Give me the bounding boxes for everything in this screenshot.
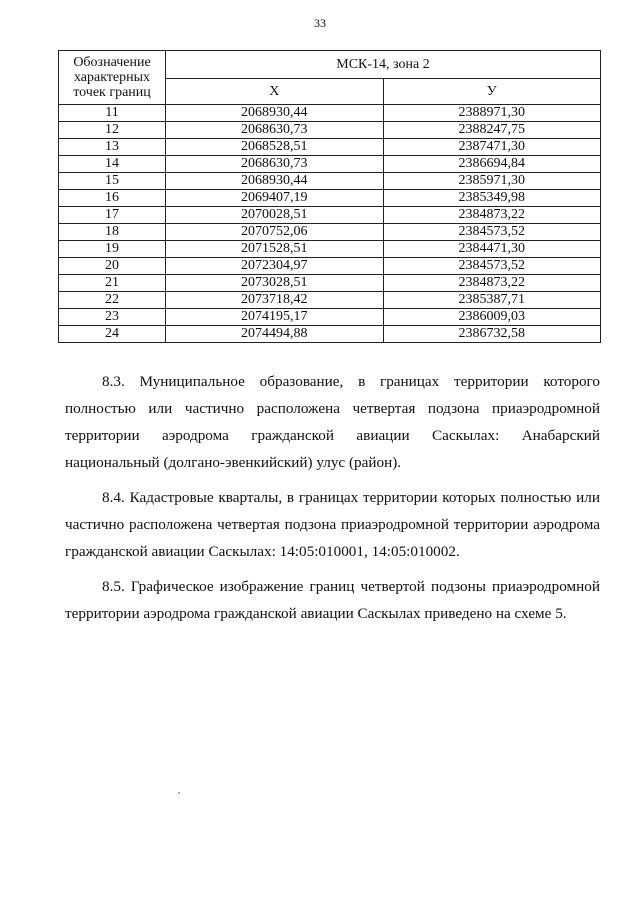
point-cell: 17 [59, 207, 166, 224]
point-cell: 16 [59, 190, 166, 207]
y-cell: 2385349,98 [383, 190, 601, 207]
table-row [59, 122, 601, 139]
table-row [59, 292, 601, 309]
table-row [59, 241, 601, 258]
table-row [59, 258, 601, 275]
point-cell: 18 [59, 224, 166, 241]
coordinate-system-header: МСК-14, зона 2 [166, 51, 601, 79]
point-cell: 20 [59, 258, 166, 275]
y-cell: 2385387,71 [383, 292, 601, 309]
x-cell: 2068630,73 [166, 156, 384, 173]
table-row [59, 190, 601, 207]
table-row [59, 173, 601, 190]
x-cell: 2074494,88 [166, 326, 384, 343]
x-column-header: Х [166, 79, 384, 105]
x-cell: 2073028,51 [166, 275, 384, 292]
table-row [59, 139, 601, 156]
y-cell: 2384573,52 [383, 258, 601, 275]
y-cell: 2388247,75 [383, 122, 601, 139]
table-row [59, 207, 601, 224]
y-cell: 2386694,84 [383, 156, 601, 173]
point-cell: 24 [59, 326, 166, 343]
table-row [59, 275, 601, 292]
y-cell: 2386009,03 [383, 309, 601, 326]
x-cell: 2068930,44 [166, 105, 384, 122]
table-row [59, 156, 601, 173]
x-cell: 2068528,51 [166, 139, 384, 156]
point-cell: 15 [59, 173, 166, 190]
x-cell: 2072304,97 [166, 258, 384, 275]
point-cell: 23 [59, 309, 166, 326]
point-cell: 22 [59, 292, 166, 309]
paragraph-8-5: 8.5. Графическое изображение границ четвертой подзоны приаэродромной территории аэродрома гражданской авиации Саскылах приведено на схеме 5. [65, 578, 600, 622]
x-cell: 2070752,06 [166, 224, 384, 241]
paragraph-8-3: 8.3. Муниципальное образование, в границах территории которого полностью или частично расположена четвертая подзона приаэродромной территории аэродрома гражданской авиации Саскылах: Анабарский национальный (долгано-эвенкийский) улус (район). [65, 373, 600, 471]
table-body [59, 105, 601, 343]
x-cell: 2074195,17 [166, 309, 384, 326]
y-cell: 2386732,58 [383, 326, 601, 343]
y-cell: 2387471,30 [383, 139, 601, 156]
x-cell: 2068930,44 [166, 173, 384, 190]
y-cell: 2384471,30 [383, 241, 601, 258]
paragraph-8-4: 8.4. Кадастровые кварталы, в границах территории которых полностью или частично расположена четвертая подзона приаэродромной территории аэродрома гражданской авиации Саскылах: 14:05:010001, 14:05:010002. [65, 489, 600, 560]
coordinates-table [58, 50, 601, 343]
table-row [59, 105, 601, 122]
x-cell: 2070028,51 [166, 207, 384, 224]
point-cell: 14 [59, 156, 166, 173]
y-cell: 2384573,52 [383, 224, 601, 241]
scan-speck [178, 792, 180, 794]
page-number: 33 [314, 16, 326, 30]
x-cell: 2069407,19 [166, 190, 384, 207]
point-cell: 13 [59, 139, 166, 156]
x-cell: 2071528,51 [166, 241, 384, 258]
y-cell: 2384873,22 [383, 275, 601, 292]
y-column-header: У [383, 79, 601, 105]
y-cell: 2388971,30 [383, 105, 601, 122]
y-cell: 2384873,22 [383, 207, 601, 224]
x-cell: 2068630,73 [166, 122, 384, 139]
point-cell: 21 [59, 275, 166, 292]
point-cell: 11 [59, 105, 166, 122]
table-row [59, 224, 601, 241]
x-cell: 2073718,42 [166, 292, 384, 309]
table-row [59, 326, 601, 343]
point-designation-header: Обозначение характерных точек границ [59, 51, 166, 105]
point-cell: 12 [59, 122, 166, 139]
body-text [65, 368, 600, 627]
point-cell: 19 [59, 241, 166, 258]
y-cell: 2385971,30 [383, 173, 601, 190]
table-row [59, 309, 601, 326]
